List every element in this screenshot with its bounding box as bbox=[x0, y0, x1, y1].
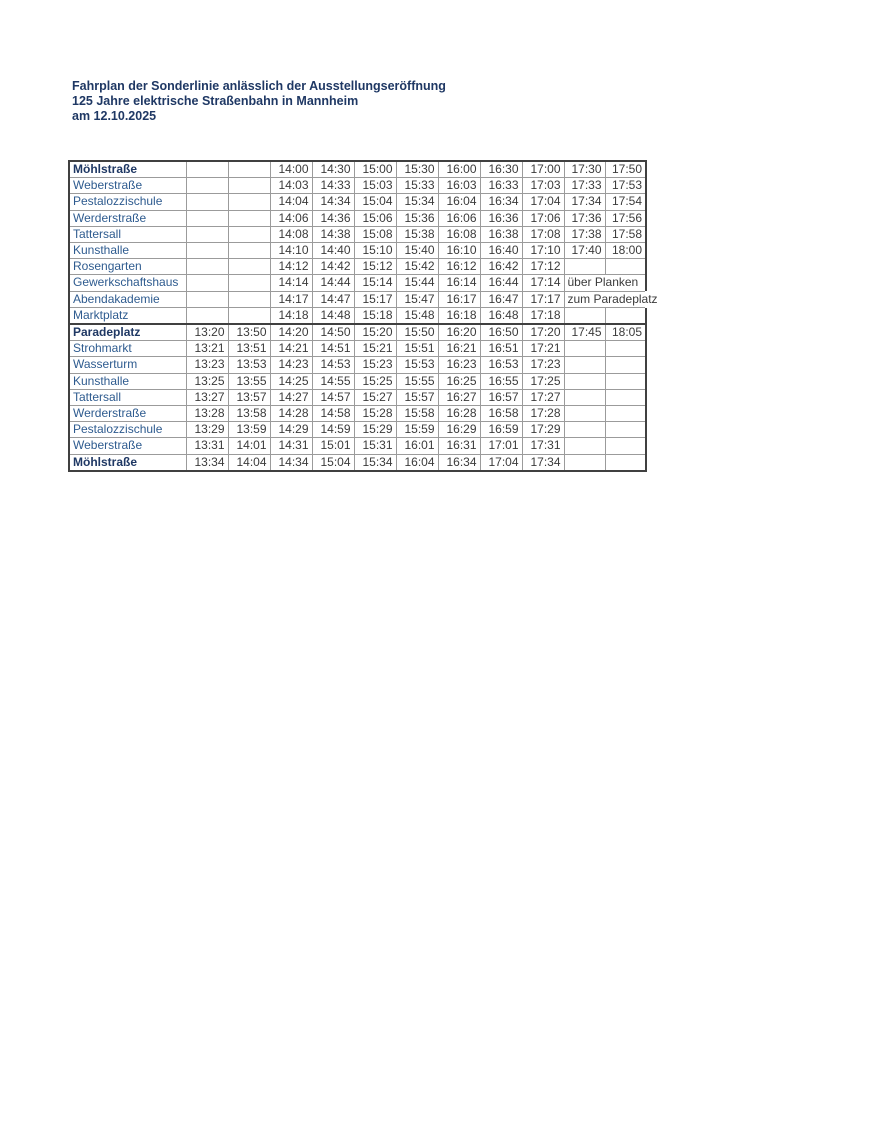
time-cell: 16:44 bbox=[480, 275, 522, 291]
time-cell bbox=[605, 259, 646, 275]
time-cell bbox=[186, 210, 228, 226]
time-cell: 15:27 bbox=[354, 389, 396, 405]
time-cell bbox=[186, 194, 228, 210]
stop-name-cell: Weberstraße bbox=[69, 178, 186, 194]
table-row bbox=[69, 194, 646, 210]
time-cell: 17:29 bbox=[522, 422, 564, 438]
time-cell: 14:58 bbox=[312, 406, 354, 422]
time-cell: 17:04 bbox=[480, 454, 522, 471]
time-cell: 15:34 bbox=[396, 194, 438, 210]
time-cell: 16:50 bbox=[480, 324, 522, 341]
stop-name-cell: Gewerkschaftshaus bbox=[69, 275, 186, 291]
time-cell: 17:34 bbox=[564, 194, 605, 210]
time-cell: 17:54 bbox=[605, 194, 646, 210]
time-cell: 14:51 bbox=[312, 341, 354, 357]
time-cell: 16:12 bbox=[438, 259, 480, 275]
time-cell: 14:29 bbox=[270, 422, 312, 438]
time-cell: 15:01 bbox=[312, 438, 354, 454]
time-cell: 15:25 bbox=[354, 373, 396, 389]
time-cell: 16:34 bbox=[480, 194, 522, 210]
time-cell bbox=[228, 226, 270, 242]
time-cell: 15:42 bbox=[396, 259, 438, 275]
time-cell: 17:58 bbox=[605, 226, 646, 242]
title-line-3: am 12.10.2025 bbox=[72, 109, 157, 124]
time-cell: 14:31 bbox=[270, 438, 312, 454]
time-cell: 15:33 bbox=[396, 178, 438, 194]
time-cell: 18:05 bbox=[605, 324, 646, 341]
time-cell: 16:08 bbox=[438, 226, 480, 242]
time-cell: 15:34 bbox=[354, 454, 396, 471]
time-cell: 17:20 bbox=[522, 324, 564, 341]
time-cell: 16:40 bbox=[480, 243, 522, 259]
time-cell: 14:10 bbox=[270, 243, 312, 259]
time-cell: 15:06 bbox=[354, 210, 396, 226]
stop-name-cell: Pestalozzischule bbox=[69, 422, 186, 438]
time-cell: 16:38 bbox=[480, 226, 522, 242]
time-cell: 14:06 bbox=[270, 210, 312, 226]
stop-name-cell: Marktplatz bbox=[69, 307, 186, 324]
table-row bbox=[69, 454, 646, 471]
time-cell: 16:34 bbox=[438, 454, 480, 471]
table-row bbox=[69, 373, 646, 389]
time-cell bbox=[564, 406, 605, 422]
time-cell bbox=[228, 178, 270, 194]
time-cell: 14:23 bbox=[270, 357, 312, 373]
time-cell: 14:50 bbox=[312, 324, 354, 341]
time-cell: 16:51 bbox=[480, 341, 522, 357]
time-cell: 16:01 bbox=[396, 438, 438, 454]
stop-name-cell: Wasserturm bbox=[69, 357, 186, 373]
time-cell: 17:01 bbox=[480, 438, 522, 454]
time-cell: 15:21 bbox=[354, 341, 396, 357]
time-cell: 15:28 bbox=[354, 406, 396, 422]
time-cell: 14:21 bbox=[270, 341, 312, 357]
time-cell: 15:18 bbox=[354, 307, 396, 324]
time-cell: 14:59 bbox=[312, 422, 354, 438]
table-row bbox=[69, 438, 646, 454]
time-cell: 13:57 bbox=[228, 389, 270, 405]
time-cell bbox=[605, 406, 646, 422]
stop-name-cell: Paradeplatz bbox=[69, 324, 186, 341]
time-cell: 14:04 bbox=[270, 194, 312, 210]
time-cell: 17:28 bbox=[522, 406, 564, 422]
time-cell bbox=[564, 373, 605, 389]
table-row bbox=[69, 406, 646, 422]
document-title bbox=[72, 79, 446, 125]
time-cell: 15:48 bbox=[396, 307, 438, 324]
time-cell bbox=[564, 454, 605, 471]
time-cell: 14:33 bbox=[312, 178, 354, 194]
time-cell: 17:31 bbox=[522, 438, 564, 454]
stop-name-cell: Möhlstraße bbox=[69, 161, 186, 178]
time-cell: 14:17 bbox=[270, 291, 312, 307]
time-cell: 14:20 bbox=[270, 324, 312, 341]
time-cell: 15:08 bbox=[354, 226, 396, 242]
time-cell: 14:27 bbox=[270, 389, 312, 405]
stop-name-cell: Tattersall bbox=[69, 226, 186, 242]
time-cell: 15:38 bbox=[396, 226, 438, 242]
table-row bbox=[69, 291, 646, 307]
time-cell: 13:59 bbox=[228, 422, 270, 438]
time-cell: 16:47 bbox=[480, 291, 522, 307]
time-cell: 14:44 bbox=[312, 275, 354, 291]
time-cell: 14:57 bbox=[312, 389, 354, 405]
time-cell bbox=[564, 389, 605, 405]
time-cell: 15:03 bbox=[354, 178, 396, 194]
stop-name-cell: Rosengarten bbox=[69, 259, 186, 275]
time-cell bbox=[605, 307, 646, 324]
time-cell: 15:53 bbox=[396, 357, 438, 373]
time-cell: 15:29 bbox=[354, 422, 396, 438]
table-row bbox=[69, 226, 646, 242]
table-row bbox=[69, 178, 646, 194]
time-cell: 17:30 bbox=[564, 161, 605, 178]
title-line-2: 125 Jahre elektrische Straßenbahn in Mannheim bbox=[72, 94, 359, 109]
time-cell: 18:00 bbox=[605, 243, 646, 259]
time-cell: 15:50 bbox=[396, 324, 438, 341]
time-cell: 13:20 bbox=[186, 324, 228, 341]
time-cell: 16:00 bbox=[438, 161, 480, 178]
time-cell: 17:08 bbox=[522, 226, 564, 242]
time-cell: 15:36 bbox=[396, 210, 438, 226]
time-cell: 14:34 bbox=[270, 454, 312, 471]
time-cell: 16:31 bbox=[438, 438, 480, 454]
time-cell: 16:04 bbox=[438, 194, 480, 210]
stop-name-cell: Kunsthalle bbox=[69, 373, 186, 389]
time-cell: 17:06 bbox=[522, 210, 564, 226]
table-row bbox=[69, 389, 646, 405]
time-cell: 16:53 bbox=[480, 357, 522, 373]
time-cell: 16:58 bbox=[480, 406, 522, 422]
time-cell: 15:14 bbox=[354, 275, 396, 291]
time-cell: 14:12 bbox=[270, 259, 312, 275]
time-cell: 15:20 bbox=[354, 324, 396, 341]
stop-name-cell: Kunsthalle bbox=[69, 243, 186, 259]
time-cell bbox=[564, 341, 605, 357]
time-cell: 16:30 bbox=[480, 161, 522, 178]
stop-name-cell: Pestalozzischule bbox=[69, 194, 186, 210]
title-line-1: Fahrplan der Sonderlinie anlässlich der Ausstellungseröffnung bbox=[72, 79, 446, 93]
time-cell: 15:10 bbox=[354, 243, 396, 259]
time-cell: 14:36 bbox=[312, 210, 354, 226]
stop-name-cell: Strohmarkt bbox=[69, 341, 186, 357]
time-cell bbox=[186, 226, 228, 242]
time-cell bbox=[186, 259, 228, 275]
time-cell: 16:25 bbox=[438, 373, 480, 389]
time-cell bbox=[564, 259, 605, 275]
time-cell: 13:58 bbox=[228, 406, 270, 422]
time-cell bbox=[228, 307, 270, 324]
time-cell: 17:34 bbox=[522, 454, 564, 471]
time-cell: 13:28 bbox=[186, 406, 228, 422]
time-cell: 15:12 bbox=[354, 259, 396, 275]
time-cell bbox=[605, 389, 646, 405]
time-cell: 14:25 bbox=[270, 373, 312, 389]
time-cell: 14:01 bbox=[228, 438, 270, 454]
time-cell: 16:03 bbox=[438, 178, 480, 194]
time-cell: 14:42 bbox=[312, 259, 354, 275]
time-cell: 15:58 bbox=[396, 406, 438, 422]
time-cell: 13:55 bbox=[228, 373, 270, 389]
table-row bbox=[69, 161, 646, 178]
time-cell: 13:29 bbox=[186, 422, 228, 438]
time-cell bbox=[605, 357, 646, 373]
time-cell: 15:04 bbox=[354, 194, 396, 210]
time-cell: 14:30 bbox=[312, 161, 354, 178]
time-cell: 13:21 bbox=[186, 341, 228, 357]
time-cell: 16:29 bbox=[438, 422, 480, 438]
time-cell: 14:04 bbox=[228, 454, 270, 471]
time-cell: 15:55 bbox=[396, 373, 438, 389]
table-row bbox=[69, 210, 646, 226]
time-cell: 14:38 bbox=[312, 226, 354, 242]
table-row bbox=[69, 307, 646, 324]
time-cell: 14:53 bbox=[312, 357, 354, 373]
time-cell: 14:28 bbox=[270, 406, 312, 422]
time-cell bbox=[605, 422, 646, 438]
table-row bbox=[69, 243, 646, 259]
table-row bbox=[69, 341, 646, 357]
stop-name-cell: Werderstraße bbox=[69, 406, 186, 422]
table-row bbox=[69, 357, 646, 373]
time-cell: 16:55 bbox=[480, 373, 522, 389]
time-cell: 13:31 bbox=[186, 438, 228, 454]
time-cell: 16:57 bbox=[480, 389, 522, 405]
time-cell: 17:23 bbox=[522, 357, 564, 373]
time-cell bbox=[228, 243, 270, 259]
time-cell: 16:36 bbox=[480, 210, 522, 226]
time-cell: 14:55 bbox=[312, 373, 354, 389]
time-cell bbox=[186, 161, 228, 178]
time-cell: 16:14 bbox=[438, 275, 480, 291]
time-cell bbox=[228, 275, 270, 291]
time-cell: 17:17 bbox=[522, 291, 564, 307]
time-cell bbox=[186, 275, 228, 291]
time-cell: 16:18 bbox=[438, 307, 480, 324]
time-cell: 16:04 bbox=[396, 454, 438, 471]
time-cell: 15:44 bbox=[396, 275, 438, 291]
time-cell: 15:00 bbox=[354, 161, 396, 178]
time-cell bbox=[605, 454, 646, 471]
time-cell: 17:56 bbox=[605, 210, 646, 226]
time-cell bbox=[605, 373, 646, 389]
time-cell: 14:18 bbox=[270, 307, 312, 324]
time-cell: 17:03 bbox=[522, 178, 564, 194]
time-cell: 17:50 bbox=[605, 161, 646, 178]
time-cell: 15:47 bbox=[396, 291, 438, 307]
time-cell: 13:23 bbox=[186, 357, 228, 373]
time-cell: 13:50 bbox=[228, 324, 270, 341]
time-cell bbox=[186, 178, 228, 194]
time-cell: 14:00 bbox=[270, 161, 312, 178]
route-note-cell: zum Paradeplatz bbox=[564, 291, 646, 307]
table-row bbox=[69, 422, 646, 438]
time-cell: 14:03 bbox=[270, 178, 312, 194]
time-cell: 13:51 bbox=[228, 341, 270, 357]
time-cell: 17:25 bbox=[522, 373, 564, 389]
time-cell: 17:45 bbox=[564, 324, 605, 341]
time-cell: 15:31 bbox=[354, 438, 396, 454]
time-cell: 14:40 bbox=[312, 243, 354, 259]
time-cell: 14:14 bbox=[270, 275, 312, 291]
stop-name-cell: Werderstraße bbox=[69, 210, 186, 226]
time-cell bbox=[228, 210, 270, 226]
stop-name-cell: Möhlstraße bbox=[69, 454, 186, 471]
time-cell: 14:34 bbox=[312, 194, 354, 210]
stop-name-cell: Abendakademie bbox=[69, 291, 186, 307]
time-cell: 16:17 bbox=[438, 291, 480, 307]
time-cell: 16:20 bbox=[438, 324, 480, 341]
time-cell bbox=[186, 243, 228, 259]
stop-name-cell: Tattersall bbox=[69, 389, 186, 405]
time-cell: 16:06 bbox=[438, 210, 480, 226]
time-cell: 15:04 bbox=[312, 454, 354, 471]
time-cell: 16:48 bbox=[480, 307, 522, 324]
timetable-body bbox=[69, 161, 658, 471]
table-row bbox=[69, 324, 646, 341]
time-cell: 15:23 bbox=[354, 357, 396, 373]
time-cell: 16:27 bbox=[438, 389, 480, 405]
time-cell: 16:21 bbox=[438, 341, 480, 357]
route-note-cell: über Planken bbox=[564, 275, 646, 291]
time-cell: 16:33 bbox=[480, 178, 522, 194]
time-cell: 15:30 bbox=[396, 161, 438, 178]
time-cell: 15:57 bbox=[396, 389, 438, 405]
timetable bbox=[68, 160, 658, 472]
time-cell bbox=[228, 291, 270, 307]
time-cell: 13:27 bbox=[186, 389, 228, 405]
time-cell: 17:10 bbox=[522, 243, 564, 259]
time-cell: 16:23 bbox=[438, 357, 480, 373]
time-cell: 15:17 bbox=[354, 291, 396, 307]
time-cell: 13:34 bbox=[186, 454, 228, 471]
time-cell bbox=[564, 438, 605, 454]
time-cell: 17:33 bbox=[564, 178, 605, 194]
time-cell bbox=[228, 259, 270, 275]
time-cell: 17:27 bbox=[522, 389, 564, 405]
time-cell: 13:25 bbox=[186, 373, 228, 389]
time-cell: 15:59 bbox=[396, 422, 438, 438]
time-cell: 17:21 bbox=[522, 341, 564, 357]
time-cell: 16:42 bbox=[480, 259, 522, 275]
time-cell: 17:12 bbox=[522, 259, 564, 275]
time-cell: 17:36 bbox=[564, 210, 605, 226]
time-cell: 14:47 bbox=[312, 291, 354, 307]
time-cell: 14:48 bbox=[312, 307, 354, 324]
time-cell: 17:38 bbox=[564, 226, 605, 242]
time-cell: 16:10 bbox=[438, 243, 480, 259]
time-cell bbox=[228, 161, 270, 178]
time-cell bbox=[605, 341, 646, 357]
time-cell bbox=[186, 307, 228, 324]
time-cell: 17:00 bbox=[522, 161, 564, 178]
time-cell: 17:18 bbox=[522, 307, 564, 324]
time-cell: 16:59 bbox=[480, 422, 522, 438]
time-cell: 13:53 bbox=[228, 357, 270, 373]
time-cell bbox=[564, 307, 605, 324]
time-cell: 14:08 bbox=[270, 226, 312, 242]
time-cell: 15:51 bbox=[396, 341, 438, 357]
time-cell bbox=[564, 422, 605, 438]
stop-name-cell: Weberstraße bbox=[69, 438, 186, 454]
time-cell: 15:40 bbox=[396, 243, 438, 259]
table-row bbox=[69, 259, 646, 275]
time-cell: 16:28 bbox=[438, 406, 480, 422]
time-cell: 17:53 bbox=[605, 178, 646, 194]
time-cell bbox=[228, 194, 270, 210]
time-cell: 17:14 bbox=[522, 275, 564, 291]
time-cell bbox=[186, 291, 228, 307]
time-cell bbox=[605, 438, 646, 454]
time-cell bbox=[564, 357, 605, 373]
table-row bbox=[69, 275, 646, 291]
time-cell: 17:04 bbox=[522, 194, 564, 210]
time-cell: 17:40 bbox=[564, 243, 605, 259]
